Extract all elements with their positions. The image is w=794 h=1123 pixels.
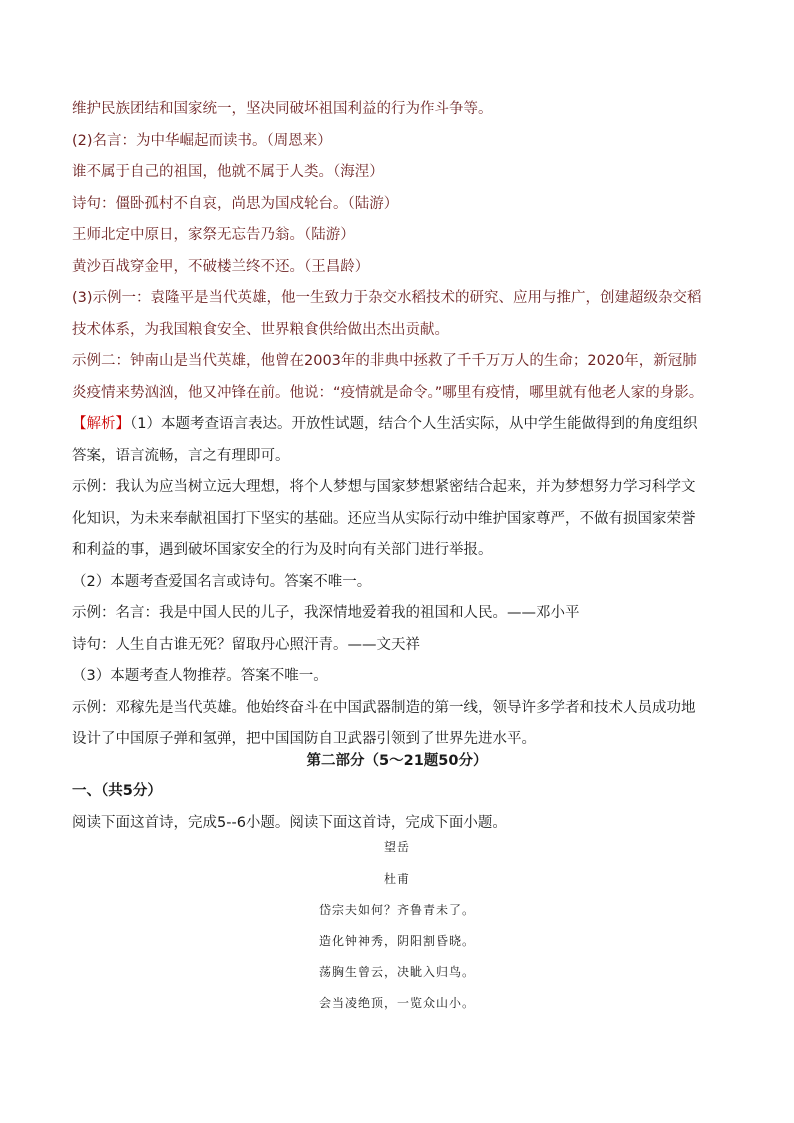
answer-line: 诗句：僵卧孤村不自哀，尚思为国戍轮台。（陆游） bbox=[72, 195, 399, 212]
analysis-line: 示例：名言：我是中国人民的儿子，我深情地爱着我的祖国和人民。——邓小平 bbox=[72, 605, 580, 621]
part-title: 第二部分（5～21题50分） bbox=[306, 753, 488, 769]
instruction: 阅读下面这首诗，完成5--6小题。阅读下面这首诗，完成下面小题。 bbox=[72, 814, 507, 831]
answer-line: 王师北定中原日，家祭无忘告乃翁。（陆游） bbox=[72, 227, 355, 243]
answer-line: 黄沙百战穿金甲，不破楼兰终不还。（王昌龄） bbox=[72, 258, 370, 275]
analysis-line: 答案，语言流畅，言之有理即可。 bbox=[72, 447, 290, 464]
analysis-line: 示例：我认为应当树立远大理想，将个人梦想与国家梦想紧密结合起来，并为梦想努力学习科学文 bbox=[72, 479, 696, 495]
analysis-tag: 【解析】 bbox=[72, 416, 130, 432]
analysis-line: 诗句：人生自古谁无死？留取丹心照汗青。——文天祥 bbox=[72, 636, 420, 653]
answer-line: 技术体系，为我国粮食安全、世界粮食供给做出杰出贡献。 bbox=[72, 321, 449, 338]
analysis-line bbox=[72, 409, 722, 441]
poem-line: 会当凌绝顶，一览众山小。 bbox=[318, 996, 475, 1010]
analysis-line: 示例：邓稼先是当代英雄。他始终奋斗在中国武器制造的第一线，领导许多学者和技术人员成功地 bbox=[72, 699, 696, 716]
answer-line: 示例二：钟南山是当代英雄，他曾在2003年的非典中拯救了千千万万人的生命；2020年，新冠肺 bbox=[72, 353, 697, 369]
answer-line: (3)示例一：袁隆平是当代英雄，他一生致力于杂交水稻技术的研究、应用与推广，创建超级杂交稻 bbox=[72, 290, 702, 306]
analysis-line: （3）本题考查人物推荐。答案不唯一。 bbox=[72, 668, 328, 684]
answer-line: (2)名言：为中华崛起而读书。（周恩来） bbox=[72, 132, 332, 149]
analysis-line: 化知识，为未来奉献祖国打下坚实的基础。还应当从实际行动中维护国家尊严，不做有损国家荣誉 bbox=[72, 510, 696, 527]
section-block bbox=[72, 776, 722, 839]
answer-block bbox=[72, 94, 722, 756]
poem-line: 荡胸生曾云，决眦入归鸟。 bbox=[318, 965, 475, 979]
analysis-line: 设计了中国原子弹和氢弹，把中国国防自卫武器引领到了世界先进水平。 bbox=[72, 731, 536, 747]
poem-author: 杜甫 bbox=[383, 872, 410, 886]
analysis-text: （1）本题考查语言表达。开放性试题，结合个人生活实际，从中学生能做得到的角度组织 bbox=[130, 416, 698, 432]
poem-title: 望岳 bbox=[383, 840, 410, 854]
answer-line: 炎疫情来势汹汹，他又冲锋在前。他说：“疫情就是命令。”哪里有疫情，哪里就有他老人家的身影。 bbox=[72, 384, 704, 401]
section-title: 一、（共5分） bbox=[72, 783, 162, 799]
answer-line: 谁不属于自己的祖国，他就不属于人类。（海涅） bbox=[72, 164, 384, 180]
analysis-line: （2）本题考查爱国名言或诗句。答案不唯一。 bbox=[72, 573, 372, 590]
poem-line: 岱宗夫如何？齐鲁青未了。 bbox=[318, 903, 475, 917]
answer-line: 维护民族团结和国家统一，坚决同破坏祖国利益的行为作斗争等。 bbox=[72, 101, 493, 117]
poem-line: 造化钟神秀，阴阳割昏晓。 bbox=[318, 934, 475, 948]
analysis-line: 和利益的事，遇到破坏国家安全的行为及时向有关部门进行举报。 bbox=[72, 542, 493, 558]
